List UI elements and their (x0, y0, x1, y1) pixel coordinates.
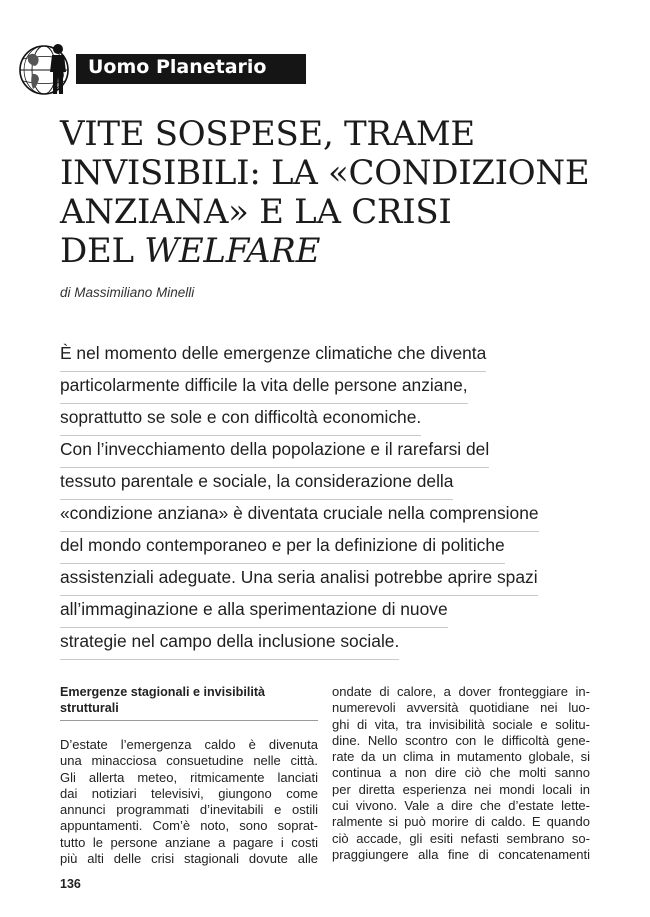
body-line: per diretta esperienza nei mondi locali in (332, 781, 590, 797)
subheading-line: Emergenze stagionali e invisibilità (60, 685, 266, 699)
body-line: ciò accade, gli esiti nefasti sembrano so- (332, 830, 590, 846)
lead-line: strategie nel campo della inclusione sociale. (60, 628, 399, 660)
body-line: annunci programmati d’inevitabili e ostili (60, 802, 318, 818)
title-line: INVISIBILI: LA «CONDIZIONE (60, 153, 590, 193)
section-title-bar (76, 54, 306, 84)
body-line: ralmente si può morire di caldo. E quando (332, 814, 590, 830)
body-line: appuntamenti. Com’è noto, sono soprat- (60, 818, 318, 834)
body-line: cui vivono. Vale a dire che d’estate lette- (332, 798, 590, 814)
right-column (332, 684, 590, 863)
body-line: rate da un clima in mutamento globale, si (332, 749, 590, 765)
section-header (18, 38, 298, 100)
lead-line: all’immaginazione e alla sperimentazione di nuove (60, 596, 448, 628)
body-line: più alti delle crisi stagionali dovute alle (60, 851, 318, 867)
lead-line: Con l’invecchiamento della popolazione e il rarefarsi del (60, 436, 489, 468)
lead-line: «condizione anziana» è diventata cruciale nella comprensione (60, 500, 539, 532)
body-line: ghi di vita, tra invisibilità sociale e solitu- (332, 716, 590, 732)
body-line: dine. Nello scontro con le difficoltà gene- (332, 732, 590, 748)
body-line: dai notiziari televisivi, giungono come (60, 785, 318, 801)
title-line-prefix: DEL (60, 231, 145, 271)
title-line: ANZIANA» E LA CRISI (60, 192, 452, 232)
title-italic-word: WELFARE (144, 231, 321, 271)
body-line: Gli allerta meteo, ritmicamente lanciati (60, 769, 318, 785)
page-number: 136 (60, 877, 81, 891)
lead-line: tessuto parentale e sociale, la considerazione della (60, 468, 453, 500)
body-line: D’estate l’emergenza caldo è divenuta (60, 737, 318, 752)
left-column (60, 684, 318, 867)
body-line: praggiungere alla fine di concatenamenti (332, 846, 590, 862)
body-line: continua a non dire ciò che molti sanno (332, 765, 590, 781)
subheading-line: strutturali (60, 701, 119, 715)
article-title (60, 115, 620, 271)
body-line: tutto le persone anziane a pagare i costi (60, 834, 318, 850)
body-line: numerevoli avversità quotidiane nei luo- (332, 700, 590, 716)
author-byline: di Massimiliano Minelli (60, 285, 195, 300)
lead-line: assistenziali adeguate. Una seria analisi potrebbe aprire spazi (60, 564, 538, 596)
lead-line: particolarmente difficile la vita delle persone anziane, (60, 372, 468, 404)
lead-paragraph (60, 340, 600, 660)
lead-line: soprattutto se sole e con difficoltà economiche. (60, 404, 421, 436)
lead-line: del mondo contemporaneo e per la definizione di politiche (60, 532, 505, 564)
title-line: VITE SOSPESE, TRAME (60, 114, 475, 154)
body-line: una minacciosa consuetudine nelle città. (60, 753, 318, 769)
section-label: Uomo Planetario (88, 56, 267, 78)
body-line: ondate di calore, a dover fronteggiare in- (332, 684, 590, 699)
lead-line: È nel momento delle emergenze climatiche che diventa (60, 340, 486, 372)
globe-with-human-figure-icon (18, 38, 80, 100)
section-subheading (60, 684, 318, 721)
